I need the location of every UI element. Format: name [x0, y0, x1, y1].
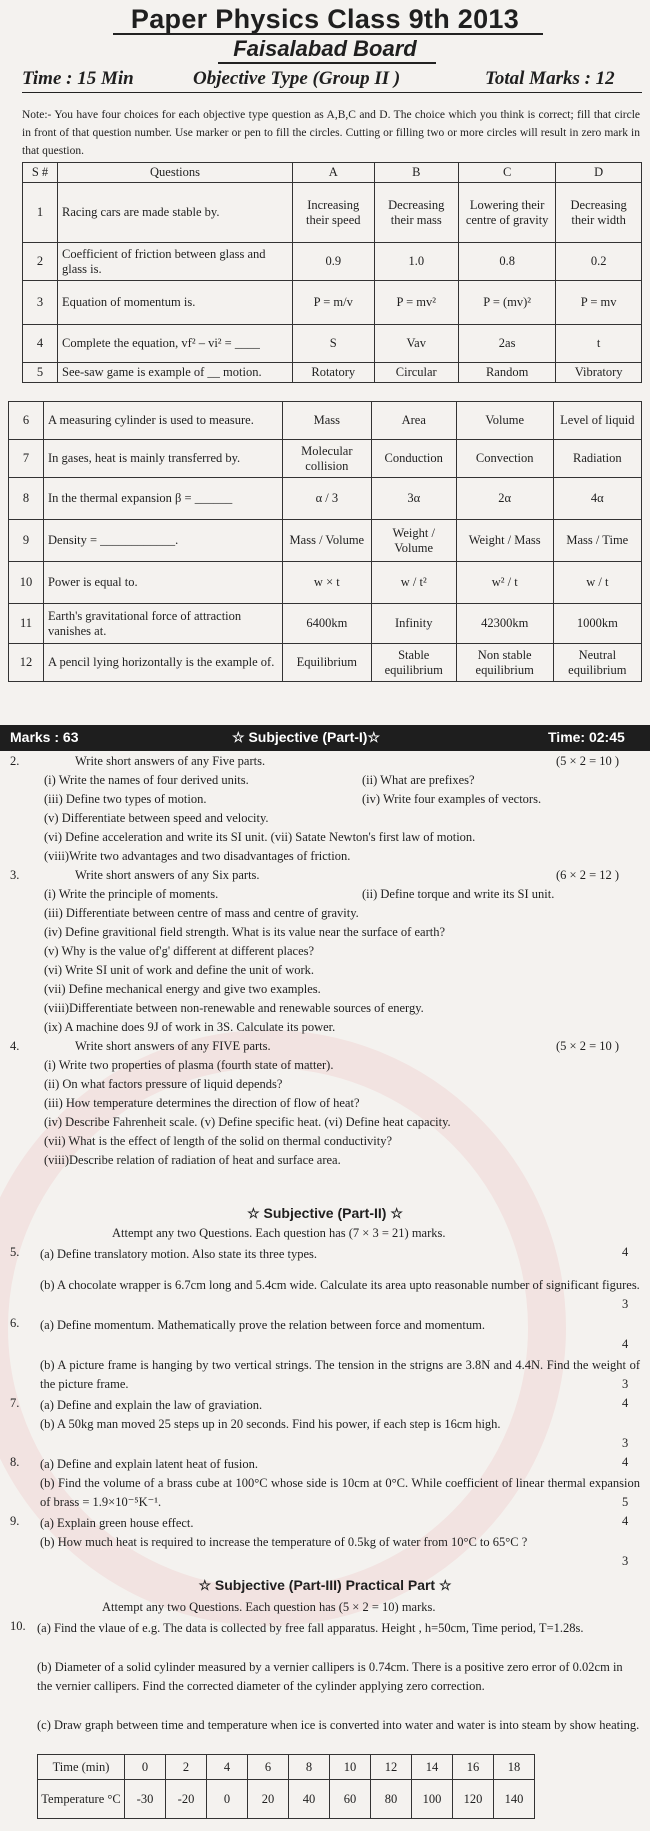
- objective-row: [9, 644, 642, 682]
- col-sn: S #: [23, 163, 58, 183]
- question-number: 7.: [10, 1396, 20, 1410]
- option-d: Level of liquid: [553, 402, 641, 440]
- instructions-note: Note:- You have four choices for each objective type question as A,B,C and D. The choice which you think is correct; fill that circle in front of that question number. Use marker or pen to fill the circles. Cutting or filling two or more circles will result in zero mark in that question.: [22, 109, 640, 157]
- marks-allocation: 4: [622, 1455, 629, 1469]
- question-number: 6.: [10, 1316, 20, 1330]
- question-part: (i) Write two properties of plasma (fourth state of matter).: [44, 1058, 334, 1072]
- time-value: 18: [494, 1755, 535, 1780]
- temperature-value: 80: [371, 1780, 412, 1819]
- question-text: A measuring cylinder is used to measure.: [44, 402, 283, 440]
- objective-row: [9, 440, 642, 478]
- time-value: 6: [248, 1755, 289, 1780]
- option-d: t: [556, 325, 642, 363]
- question-number: 12: [9, 644, 44, 682]
- q10-part-a: (a) Find the vlaue of e.g. The data is collected by free fall apparatus. Height , h=50cm, Time period, T=1.28s.: [37, 1621, 584, 1635]
- option-c: Weight / Mass: [456, 520, 553, 562]
- objective-table-1: [22, 162, 642, 383]
- objective-row: [23, 281, 642, 325]
- objective-row: [9, 604, 642, 644]
- option-c: Volume: [456, 402, 553, 440]
- question-number: 1: [23, 183, 58, 243]
- question-part: (iv) Define gravitional field strength. What is its value near the surface of earth?: [44, 925, 446, 939]
- marks-allocation: 4: [622, 1396, 629, 1410]
- question-part: (viii)Write two advantages and two disadvantages of friction.: [44, 849, 351, 863]
- question-text: A pencil lying horizontally is the example of.: [44, 644, 283, 682]
- board-underline: [218, 62, 436, 64]
- question-text: Complete the equation, vf² – vi² = ____: [58, 325, 293, 363]
- question-part: (viii)Differentiate between non-renewable and renewable sources of energy.: [44, 1001, 424, 1015]
- option-c: Convection: [456, 440, 553, 478]
- time-label: Time (min): [38, 1755, 125, 1780]
- question-part: (vii) Define mechanical energy and give two examples.: [44, 982, 321, 996]
- question-number: 4: [23, 325, 58, 363]
- temperature-value: 100: [412, 1780, 453, 1819]
- option-a: Molecular collision: [283, 440, 372, 478]
- marks-allocation: (5 × 2 = 10 ): [556, 754, 620, 768]
- option-d: w / t: [553, 562, 641, 604]
- question-part: (iv) Describe Fahrenheit scale. (v) Define specific heat. (vi) Define heat capacity.: [44, 1115, 451, 1129]
- option-a: α / 3: [283, 478, 372, 520]
- time-value: 4: [207, 1755, 248, 1780]
- option-a: Mass: [283, 402, 372, 440]
- option-c: P = (mv)²: [458, 281, 555, 325]
- question-number: 2.: [10, 754, 20, 768]
- option-b: 1.0: [374, 243, 458, 281]
- time-value: 0: [125, 1755, 166, 1780]
- question-number: 5: [23, 363, 58, 383]
- marks-allocation: (6 × 2 = 12 ): [556, 868, 620, 882]
- question-part: (iv) Write four examples of vectors.: [362, 792, 542, 806]
- total-marks: Total Marks : 12: [485, 68, 615, 89]
- option-d: Mass / Time: [553, 520, 641, 562]
- question-part: (b) A chocolate wrapper is 6.7cm long and 5.4cm wide. Calculate its area upto reasonable number of significant figures.: [40, 1278, 640, 1292]
- question-number: 4.: [10, 1039, 20, 1053]
- option-c: Random: [458, 363, 555, 383]
- question-text: See-saw game is example of __ motion.: [58, 363, 293, 383]
- time-value: 10: [330, 1755, 371, 1780]
- question-text: Coefficient of friction between glass and glass is.: [58, 243, 293, 281]
- question-number: 11: [9, 604, 44, 644]
- question-part: (a) Define translatory motion. Also state its three types.: [40, 1247, 318, 1261]
- question-number: 3: [23, 281, 58, 325]
- option-c: 2as: [458, 325, 555, 363]
- question-number: 9.: [10, 1514, 20, 1528]
- question-number: 9: [9, 520, 44, 562]
- option-c: 2α: [456, 478, 553, 520]
- option-d: Decreasing their width: [556, 183, 642, 243]
- option-b: Weight / Volume: [371, 520, 456, 562]
- marks-allocation: 4: [622, 1245, 629, 1259]
- question-part: (b) A 50kg man moved 25 steps up in 20 seconds. Find his power, if each step is 16cm high.: [40, 1417, 501, 1431]
- objective-row: [9, 478, 642, 520]
- option-a: 6400km: [283, 604, 372, 644]
- marks-allocation: (5 × 2 = 10 ): [556, 1039, 620, 1053]
- question-part: (v) Differentiate between speed and velocity.: [44, 811, 269, 825]
- question-part: (ii) What are prefixes?: [362, 773, 475, 787]
- option-d: P = mv: [556, 281, 642, 325]
- time-temperature-table: [37, 1754, 535, 1819]
- option-d: 0.2: [556, 243, 642, 281]
- question-part: (viii)Describe relation of radiation of heat and surface area.: [44, 1153, 341, 1167]
- time-row: [38, 1755, 535, 1780]
- question-part: (vi) Define acceleration and write its SI unit. (vii) Satate Newton's first law of motion.: [44, 830, 476, 844]
- part3-intro: Attempt any two Questions. Each question has (5 × 2 = 10) marks.: [102, 1600, 436, 1614]
- option-a: S: [293, 325, 375, 363]
- option-a: Increasing their speed: [293, 183, 375, 243]
- col-b: B: [374, 163, 458, 183]
- question-number: 8: [9, 478, 44, 520]
- question-text: Equation of momentum is.: [58, 281, 293, 325]
- temperature-label: Temperature °C: [38, 1780, 125, 1819]
- temperature-value: 120: [453, 1780, 494, 1819]
- question-part: (iii) How temperature determines the direction of flow of heat?: [44, 1096, 360, 1110]
- question-number: 5.: [10, 1245, 20, 1259]
- objective-row: [23, 325, 642, 363]
- option-d: 4α: [553, 478, 641, 520]
- question-text: Power is equal to.: [44, 562, 283, 604]
- option-b: w / t²: [371, 562, 456, 604]
- option-c: Non stable equilibrium: [456, 644, 553, 682]
- temperature-value: -30: [125, 1780, 166, 1819]
- col-c: C: [458, 163, 555, 183]
- option-b: Conduction: [371, 440, 456, 478]
- col-questions: Questions: [58, 163, 293, 183]
- option-c: w² / t: [456, 562, 553, 604]
- time-value: 2: [166, 1755, 207, 1780]
- col-a: A: [293, 163, 375, 183]
- objective-table-2: [8, 401, 642, 682]
- marks-allocation: 4: [622, 1514, 629, 1528]
- temperature-value: 140: [494, 1780, 535, 1819]
- marks-allocation: 3: [622, 1554, 629, 1568]
- question-part: (a) Define and explain the law of graviation.: [40, 1398, 263, 1412]
- time-value: 14: [412, 1755, 453, 1780]
- question-part: (a) Define momentum. Mathematically prove the relation between force and momentum.: [40, 1318, 485, 1332]
- question-instruction: Write short answers of any FIVE parts.: [75, 1039, 271, 1053]
- question-part: (b) How much heat is required to increase the temperature of 0.5kg of water from 10°C to 65°C ?: [40, 1535, 528, 1549]
- option-b: 3α: [371, 478, 456, 520]
- question-part: (i) Write the principle of moments.: [44, 887, 219, 901]
- question-part: (ix) A machine does 9J of work in 3S. Calculate its power.: [44, 1020, 336, 1034]
- question-part: (ii) On what factors pressure of liquid depends?: [44, 1077, 283, 1091]
- col-d: D: [556, 163, 642, 183]
- option-d: 1000km: [553, 604, 641, 644]
- question-part: (b) Find the volume of a brass cube at 100°C whose side is 10cm at 0°C. While coefficient of linear thermal expansion of brass = 1.9×10⁻⁵K⁻¹.: [40, 1476, 640, 1509]
- marks-allocation: 4: [622, 1337, 629, 1351]
- option-d: Vibratory: [556, 363, 642, 383]
- title-underline: [113, 33, 543, 35]
- option-a: Rotatory: [293, 363, 375, 383]
- option-c: Lowering their centre of gravity: [458, 183, 555, 243]
- temperature-value: 40: [289, 1780, 330, 1819]
- subjective-title: ☆ Subjective (Part-I)☆: [232, 729, 381, 745]
- objective-row: [23, 243, 642, 281]
- temperature-value: 0: [207, 1780, 248, 1819]
- objective-row: [9, 520, 642, 562]
- marks-allocation: 3: [622, 1377, 629, 1391]
- question-part: (iii) Define two types of motion.: [44, 792, 207, 806]
- option-d: Neutral equilibrium: [553, 644, 641, 682]
- question-instruction: Write short answers of any Five parts.: [75, 754, 266, 768]
- question-number: 8.: [10, 1455, 20, 1469]
- option-b: Area: [371, 402, 456, 440]
- option-b: Vav: [374, 325, 458, 363]
- option-a: Mass / Volume: [283, 520, 372, 562]
- question-part: (i) Write the names of four derived units.: [44, 773, 249, 787]
- header-rule: [22, 92, 642, 93]
- option-b: P = mv²: [374, 281, 458, 325]
- question-text: Earth's gravitational force of attraction vanishes at.: [44, 604, 283, 644]
- temperature-value: 20: [248, 1780, 289, 1819]
- option-c: 42300km: [456, 604, 553, 644]
- objective-row: [23, 183, 642, 243]
- part3-heading: ☆ Subjective (Part-III) Practical Part ☆: [198, 1577, 452, 1593]
- objective-row: [23, 363, 642, 383]
- question-number: 3.: [10, 868, 20, 882]
- question-part: (vi) Write SI unit of work and define the unit of work.: [44, 963, 315, 977]
- question-part: (a) Define and explain latent heat of fusion.: [40, 1457, 258, 1471]
- objective-row: [9, 562, 642, 604]
- board-name: Faisalabad Board: [233, 36, 417, 61]
- option-a: 0.9: [293, 243, 375, 281]
- subjective-band: [0, 725, 650, 751]
- q10-part-b: (b) Diameter of a solid cylinder measured by a vernier callipers is 0.74cm. There is a positive zero error of 0.02cm in the vernier callipers. Find the corrected diameter of the cylinder applying zero correction.: [37, 1660, 623, 1693]
- q10-part-c: (c) Draw graph between time and temperature when ice is converted into water and water is into steam by show heating.: [37, 1718, 640, 1732]
- paper-type: Objective Type (Group II ): [193, 68, 401, 89]
- option-b: Circular: [374, 363, 458, 383]
- question-number: 6: [9, 402, 44, 440]
- temperature-row: [38, 1780, 535, 1819]
- objective-row: [9, 402, 642, 440]
- question-part: (vii) What is the effect of length of the solid on thermal conductivity?: [44, 1134, 393, 1148]
- time-value: 8: [289, 1755, 330, 1780]
- question-text: In the thermal expansion β = ______: [44, 478, 283, 520]
- question-instruction: Write short answers of any Six parts.: [75, 868, 260, 882]
- option-d: Radiation: [553, 440, 641, 478]
- marks-allocation: 3: [622, 1436, 629, 1450]
- question-part: (a) Explain green house effect.: [40, 1516, 194, 1530]
- option-b: Stable equilibrium: [371, 644, 456, 682]
- part2-heading: ☆ Subjective (Part-II) ☆: [247, 1205, 403, 1221]
- option-a: P = m/v: [293, 281, 375, 325]
- option-b: Infinity: [371, 604, 456, 644]
- time-label: Time : 15 Min: [22, 68, 134, 89]
- option-c: 0.8: [458, 243, 555, 281]
- subjective-marks: Marks : 63: [10, 729, 79, 745]
- marks-allocation: 3: [622, 1297, 629, 1311]
- question-part: (ii) Define torque and write its SI unit.: [362, 887, 555, 901]
- question-number: 7: [9, 440, 44, 478]
- q10-number: 10.: [10, 1619, 26, 1633]
- question-text: Racing cars are made stable by.: [58, 183, 293, 243]
- subjective-time: Time: 02:45: [548, 729, 625, 745]
- question-number: 2: [23, 243, 58, 281]
- question-part: (b) A picture frame is hanging by two vertical strings. The tension in the strigns are 3.8N and 4.4N. Find the weight of the picture frame.: [40, 1358, 640, 1391]
- objective-header-row: [23, 163, 642, 183]
- paper-title: Paper Physics Class 9th 2013: [130, 4, 520, 34]
- time-value: 12: [371, 1755, 412, 1780]
- option-a: Equilibrium: [283, 644, 372, 682]
- question-text: Density = ____________.: [44, 520, 283, 562]
- time-value: 16: [453, 1755, 494, 1780]
- question-number: 10: [9, 562, 44, 604]
- temperature-value: 60: [330, 1780, 371, 1819]
- option-a: w × t: [283, 562, 372, 604]
- question-text: In gases, heat is mainly transferred by.: [44, 440, 283, 478]
- part2-intro: Attempt any two Questions. Each question has (7 × 3 = 21) marks.: [112, 1226, 446, 1240]
- question-part: (v) Why is the value of'g' different at different places?: [44, 944, 315, 958]
- marks-allocation: 5: [622, 1495, 629, 1509]
- question-part: (iii) Differentiate between centre of mass and centre of gravity.: [44, 906, 359, 920]
- option-b: Decreasing their mass: [374, 183, 458, 243]
- temperature-value: -20: [166, 1780, 207, 1819]
